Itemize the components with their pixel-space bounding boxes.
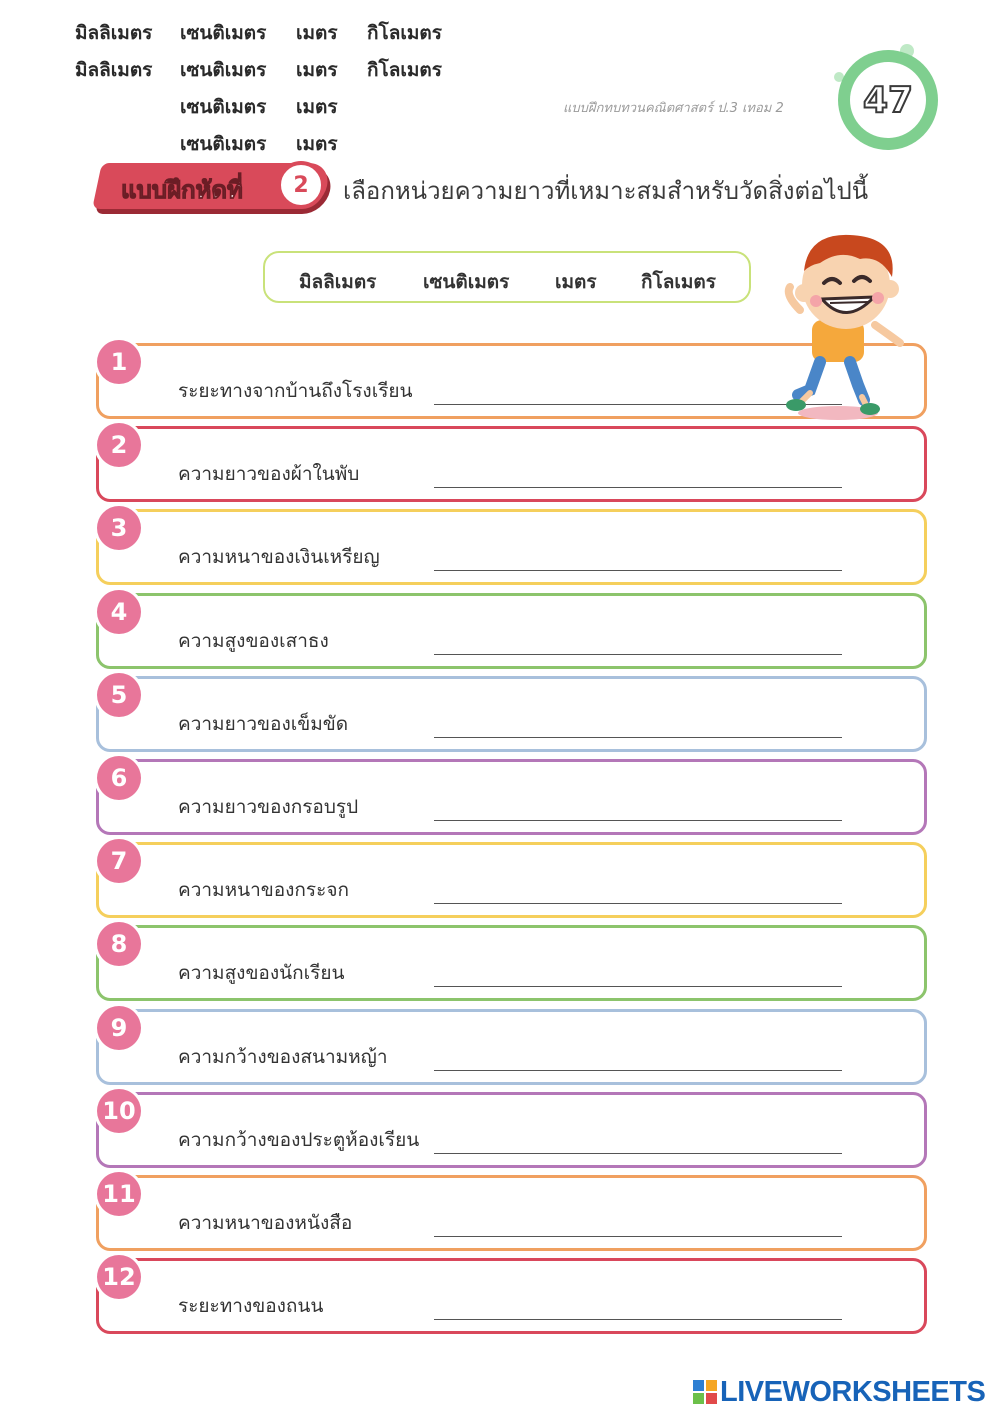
option-chip[interactable]: เซนติเมตร [180,59,267,81]
question-number: 11 [97,1172,141,1216]
question-text: ระยะทางของถนน [178,1295,324,1317]
question-row [96,509,927,585]
question-text: ความสูงของนักเรียน [178,962,345,984]
question-text: ความยาวของเข็มขัด [178,713,349,735]
answer-drop-field[interactable] [434,1121,842,1154]
answer-drop-field[interactable] [434,538,842,571]
question-row [96,1175,927,1251]
answer-drop-field[interactable] [434,1204,842,1237]
option-chip[interactable]: กิโลเมตร [367,22,442,44]
question-number: 7 [97,839,141,883]
page-number-badge [838,50,938,150]
word-bank-item: มิลลิเมตร [299,271,377,293]
question-number: 9 [97,1006,141,1050]
question-row [96,759,927,835]
question-text: ความยาวของกรอบรูป [178,796,359,818]
question-text: ความสูงของเสาธง [178,630,329,652]
question-number: 1 [97,340,141,384]
question-number: 2 [97,423,141,467]
question-text: ความหนาของกระจก [178,879,349,901]
option-chip[interactable]: กิโลเมตร [367,59,442,81]
answer-drop-field[interactable] [434,871,842,904]
question-text: ความกว้างของประตูห้องเรียน [178,1129,420,1151]
answer-drop-field[interactable] [434,954,842,987]
question-number: 6 [97,756,141,800]
brand-name: LIVEWORKSHEETS [720,1375,986,1408]
option-chip[interactable]: มิลลิเมตร [75,22,153,44]
option-chip[interactable]: เมตร [296,96,338,118]
liveworksheets-icon [693,1380,717,1404]
answer-drop-field[interactable] [434,622,842,655]
question-row [96,593,927,669]
answer-drop-field[interactable] [434,788,842,821]
option-chip[interactable]: มิลลิเมตร [75,59,153,81]
liveworksheets-logo[interactable] [693,1377,985,1407]
option-chip[interactable]: เซนติเมตร [180,22,267,44]
question-row [96,842,927,918]
question-text: ระยะทางจากบ้านถึงโรงเรียน [178,380,413,402]
word-bank [263,251,751,303]
question-row [96,1092,927,1168]
question-row [96,426,927,502]
question-text: ความหนาของเงินเหรียญ [178,546,380,568]
option-chip[interactable]: เมตร [296,22,338,44]
option-chip[interactable]: เมตร [296,133,338,155]
word-bank-item: เมตร [555,271,597,293]
question-row [96,1009,927,1085]
option-chip[interactable]: เมตร [296,59,338,81]
page-number: 47 [850,62,926,138]
option-chip[interactable]: เซนติเมตร [180,96,267,118]
question-text: ความหนาของหนังสือ [178,1212,353,1234]
book-title: แบบฝึกทบทวนคณิตศาสตร์ ป.3 เทอม 2 [563,101,784,116]
exercise-instruction: เลือกหน่วยความยาวที่เหมาะสมสำหรับวัดสิ่งต่อไปนี้ [343,177,869,205]
question-number: 4 [97,590,141,634]
answer-drop-field[interactable] [434,705,842,738]
answer-drop-field[interactable] [434,455,842,488]
question-number: 8 [97,922,141,966]
word-bank-item: เซนติเมตร [423,271,510,293]
answer-drop-field[interactable] [434,1038,842,1071]
question-number: 10 [97,1089,141,1133]
question-text: ความกว้างของสนามหญ้า [178,1046,388,1068]
answer-drop-field[interactable] [434,1287,842,1320]
question-row [96,1258,927,1334]
exercise-label: แบบฝึกหัดที่ [121,176,243,204]
question-row [96,925,927,1001]
question-text: ความยาวของผ้าในพับ [178,463,360,485]
question-row [96,676,927,752]
exercise-number: 2 [277,161,325,209]
answer-options [0,0,470,160]
cartoon-boy-illustration [780,225,930,425]
question-number: 12 [97,1255,141,1299]
question-number: 3 [97,506,141,550]
word-bank-item: กิโลเมตร [641,271,716,293]
option-chip[interactable]: เซนติเมตร [180,133,267,155]
question-number: 5 [97,673,141,717]
